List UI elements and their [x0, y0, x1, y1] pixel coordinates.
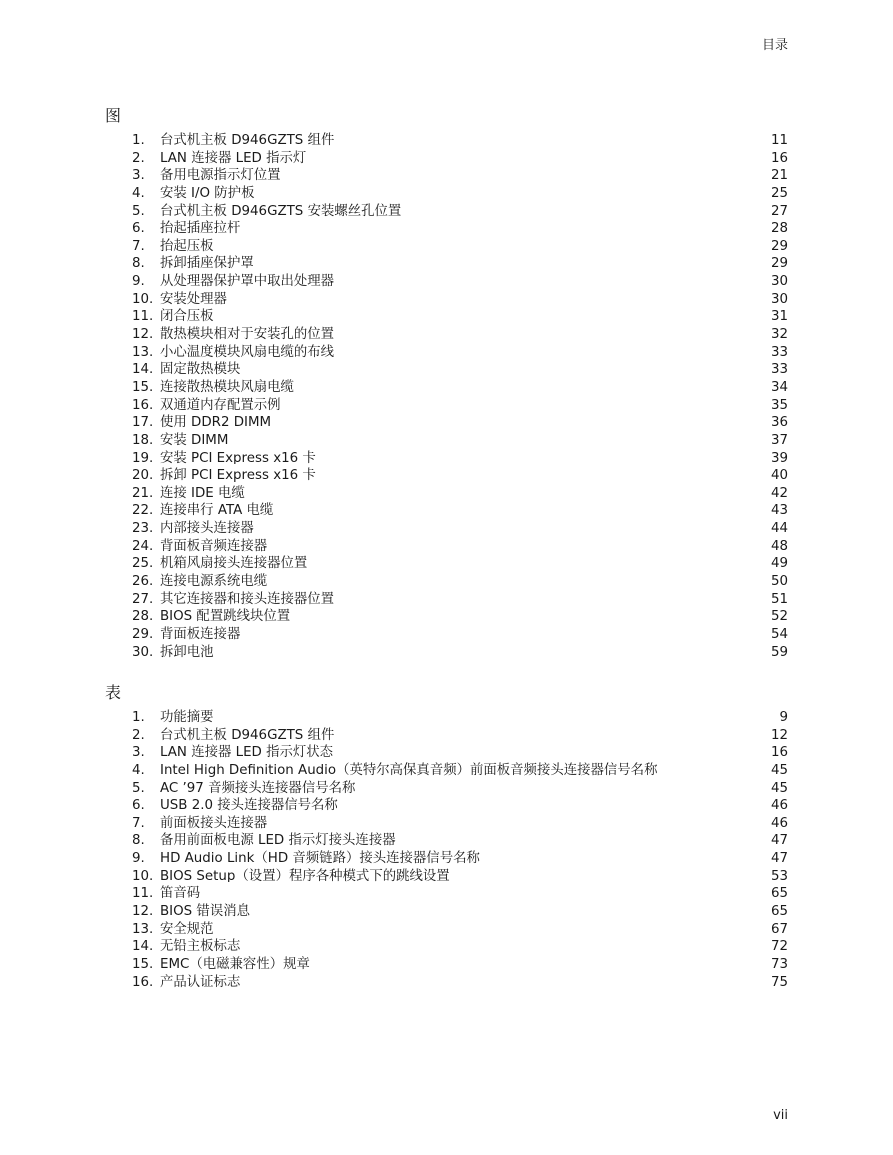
- entry-page-number: 33: [770, 362, 788, 376]
- entry-number: 3.: [132, 168, 145, 182]
- entry-title: 台式机主板 D946GZTS 组件: [160, 727, 335, 742]
- entry-number: 6.: [132, 798, 145, 812]
- entry-title: 备用电源指示灯位置: [160, 168, 281, 182]
- entry-title: 背面板连接器: [160, 626, 241, 641]
- entry-title: 背面板音频连接器: [160, 538, 268, 553]
- entry-number: 13.: [132, 921, 154, 936]
- entry-title: 安装处理器: [160, 291, 227, 306]
- entry-page-number: 65: [770, 886, 788, 901]
- entry-title: 连接散热模块风扇电缆: [160, 379, 294, 394]
- figure-entry[interactable]: [132, 376, 788, 394]
- tables-list: [132, 706, 788, 988]
- figure-entry[interactable]: [132, 447, 788, 465]
- entry-page-number: 47: [770, 851, 788, 865]
- entry-number: 14.: [132, 939, 154, 953]
- entry-title: Intel High Definition Audio（英特尔高保真音频）前面板音频接头连接器信号名称: [160, 762, 658, 777]
- entry-title: 从处理器保护罩中取出处理器: [160, 274, 335, 288]
- entry-number: 5.: [132, 203, 145, 218]
- entry-title: 连接串行 ATA 电缆: [160, 503, 274, 518]
- table-entry[interactable]: [132, 935, 788, 953]
- entry-page-number: 21: [770, 168, 788, 182]
- entry-title: 台式机主板 D946GZTS 安装螺丝孔位置: [160, 203, 402, 218]
- entry-number: 16.: [132, 397, 154, 412]
- figure-entry[interactable]: [132, 588, 788, 606]
- entry-number: 9.: [132, 851, 145, 865]
- entry-page-number: 34: [770, 379, 788, 394]
- entry-page-number: 50: [770, 574, 788, 588]
- entry-page-number: 25: [770, 185, 788, 200]
- entry-number: 3.: [132, 745, 145, 759]
- entry-number: 22.: [132, 503, 154, 518]
- entry-page-number: 16: [770, 150, 788, 165]
- figure-entry[interactable]: [132, 270, 788, 288]
- entry-number: 28.: [132, 609, 154, 623]
- figure-entry[interactable]: [132, 164, 788, 182]
- entry-page-number: 46: [770, 815, 788, 830]
- page-number: vii: [773, 1108, 788, 1123]
- entry-number: 26.: [132, 574, 154, 588]
- entry-page-number: 29: [770, 256, 788, 271]
- entry-number: 2.: [132, 150, 145, 165]
- entry-number: 7.: [132, 815, 145, 830]
- entry-page-number: 37: [770, 432, 788, 447]
- entry-number: 29.: [132, 626, 154, 641]
- entry-number: 11.: [132, 886, 154, 901]
- figure-entry[interactable]: [132, 341, 788, 359]
- entry-title: 使用 DDR2 DIMM: [160, 415, 272, 429]
- figure-entry[interactable]: [132, 147, 788, 165]
- figure-entry[interactable]: [132, 305, 788, 323]
- entry-number: 23.: [132, 521, 154, 535]
- entry-number: 7.: [132, 238, 145, 253]
- figure-entry[interactable]: [132, 623, 788, 641]
- table-entry[interactable]: [132, 812, 788, 830]
- entry-number: 10.: [132, 291, 154, 306]
- entry-title: BIOS 错误消息: [160, 904, 250, 918]
- entry-number: 20.: [132, 468, 154, 482]
- entry-page-number: 36: [770, 415, 788, 429]
- figure-entry[interactable]: [132, 323, 788, 341]
- entry-title: 内部接头连接器: [160, 521, 254, 535]
- table-entry[interactable]: [132, 777, 788, 795]
- entry-number: 4.: [132, 185, 145, 200]
- entry-page-number: 27: [770, 203, 788, 218]
- entry-page-number: 75: [770, 974, 788, 989]
- figure-entry[interactable]: [132, 182, 788, 200]
- entry-page-number: 33: [770, 344, 788, 359]
- entry-page-number: 35: [770, 397, 788, 412]
- figure-entry[interactable]: [132, 288, 788, 306]
- entry-page-number: 51: [770, 591, 788, 606]
- entry-page-number: 47: [770, 833, 788, 848]
- entry-page-number: 42: [770, 485, 788, 500]
- table-entry[interactable]: [132, 724, 788, 742]
- entry-title: 安全规范: [160, 921, 214, 936]
- entry-page-number: 40: [770, 468, 788, 482]
- entry-title: 散热模块相对于安装孔的位置: [160, 327, 335, 341]
- entry-title: 安装 PCI Express x16 卡: [160, 450, 316, 465]
- entry-title: LAN 连接器 LED 指示灯状态: [160, 745, 334, 759]
- entry-number: 1.: [132, 133, 145, 147]
- entry-page-number: 45: [770, 762, 788, 777]
- figure-entry[interactable]: [132, 482, 788, 500]
- entry-page-number: 29: [770, 238, 788, 253]
- table-entry[interactable]: [132, 794, 788, 812]
- entry-title: 产品认证标志: [160, 974, 241, 989]
- entry-number: 15.: [132, 956, 154, 971]
- entry-title: 闭合压板: [160, 309, 214, 324]
- running-header: 目录: [761, 38, 788, 53]
- table-entry[interactable]: [132, 900, 788, 918]
- entry-number: 11.: [132, 309, 154, 324]
- entry-title: 拆卸 PCI Express x16 卡: [160, 468, 316, 482]
- figure-entry[interactable]: [132, 411, 788, 429]
- entry-page-number: 16: [770, 745, 788, 759]
- figure-entry[interactable]: [132, 535, 788, 553]
- entry-page-number: 39: [770, 450, 788, 465]
- entry-number: 8.: [132, 833, 145, 848]
- entry-page-number: 30: [770, 291, 788, 306]
- entry-number: 14.: [132, 362, 154, 376]
- entry-title: 前面板接头连接器: [160, 815, 268, 830]
- entry-page-number: 59: [770, 644, 788, 659]
- entry-page-number: 12: [770, 727, 788, 742]
- entry-title: 安装 I/O 防护板: [160, 185, 255, 200]
- entry-title: 功能摘要: [160, 710, 214, 724]
- entry-title: LAN 连接器 LED 指示灯: [160, 150, 307, 165]
- entry-page-number: 11: [770, 133, 788, 147]
- figure-entry[interactable]: [132, 429, 788, 447]
- figure-entry[interactable]: [132, 358, 788, 376]
- entry-page-number: 72: [770, 939, 788, 953]
- entry-title: 双通道内存配置示例: [160, 397, 281, 412]
- entry-number: 15.: [132, 379, 154, 394]
- entry-title: 抬起压板: [160, 238, 214, 253]
- entry-page-number: 67: [770, 921, 788, 936]
- entry-title: 安装 DIMM: [160, 432, 229, 447]
- entry-number: 6.: [132, 221, 145, 235]
- entry-number: 12.: [132, 327, 154, 341]
- figure-entry[interactable]: [132, 552, 788, 570]
- entry-number: 4.: [132, 762, 145, 777]
- figure-entry[interactable]: [132, 394, 788, 412]
- table-entry[interactable]: [132, 918, 788, 936]
- entry-title: 机箱风扇接头连接器位置: [160, 556, 308, 571]
- entry-number: 30.: [132, 644, 154, 659]
- entry-title: 无铅主板标志: [160, 939, 241, 953]
- entry-page-number: 46: [770, 798, 788, 812]
- entry-page-number: 44: [770, 521, 788, 535]
- entry-number: 5.: [132, 780, 145, 795]
- entry-title: USB 2.0 接头连接器信号名称: [160, 798, 338, 812]
- table-entry[interactable]: [132, 847, 788, 865]
- entry-page-number: 54: [770, 626, 788, 641]
- figure-entry[interactable]: [132, 641, 788, 659]
- entry-number: 25.: [132, 556, 154, 571]
- entry-number: 2.: [132, 727, 145, 742]
- entry-title: AC ’97 音频接头连接器信号名称: [160, 780, 356, 795]
- entry-number: 13.: [132, 344, 154, 359]
- entry-page-number: 48: [770, 538, 788, 553]
- entry-page-number: 28: [770, 221, 788, 235]
- figure-entry[interactable]: [132, 217, 788, 235]
- entry-title: BIOS Setup（设置）程序各种模式下的跳线设置: [160, 868, 450, 883]
- entry-title: 抬起插座拉杆: [160, 221, 241, 235]
- table-entry[interactable]: [132, 759, 788, 777]
- figure-entry[interactable]: [132, 235, 788, 253]
- entry-title: HD Audio Link（HD 音频链路）接头连接器信号名称: [160, 851, 480, 865]
- entry-page-number: 9: [779, 710, 788, 724]
- entry-number: 12.: [132, 904, 154, 918]
- entry-page-number: 30: [770, 274, 788, 288]
- entry-title: 拆卸插座保护罩: [160, 256, 254, 271]
- entry-title: 连接 IDE 电缆: [160, 485, 245, 500]
- figure-entry[interactable]: [132, 200, 788, 218]
- entry-page-number: 49: [770, 556, 788, 571]
- entry-page-number: 53: [770, 868, 788, 883]
- table-entry[interactable]: [132, 829, 788, 847]
- entry-title: 笛音码: [160, 886, 201, 901]
- entry-page-number: 45: [770, 780, 788, 795]
- figure-entry[interactable]: [132, 129, 788, 147]
- entry-title: 小心温度模块风扇电缆的布线: [160, 344, 335, 359]
- entry-title: 固定散热模块: [160, 362, 241, 376]
- table-entry[interactable]: [132, 882, 788, 900]
- figure-entry[interactable]: [132, 464, 788, 482]
- entry-title: 拆卸电池: [160, 644, 214, 659]
- entry-number: 18.: [132, 432, 154, 447]
- entry-page-number: 73: [770, 956, 788, 971]
- figure-entry[interactable]: [132, 252, 788, 270]
- figures-heading: 图: [105, 106, 122, 125]
- figure-entry[interactable]: [132, 605, 788, 623]
- figure-entry[interactable]: [132, 499, 788, 517]
- entry-number: 16.: [132, 974, 154, 989]
- figure-entry[interactable]: [132, 517, 788, 535]
- entry-page-number: 43: [770, 503, 788, 518]
- table-entry[interactable]: [132, 953, 788, 971]
- entry-number: 24.: [132, 538, 154, 553]
- entry-page-number: 32: [770, 327, 788, 341]
- entry-number: 27.: [132, 591, 154, 606]
- entry-title: 连接电源系统电缆: [160, 574, 268, 588]
- entry-number: 8.: [132, 256, 145, 271]
- figure-entry[interactable]: [132, 570, 788, 588]
- table-entry[interactable]: [132, 865, 788, 883]
- entry-number: 9.: [132, 274, 145, 288]
- entry-number: 10.: [132, 868, 154, 883]
- entry-number: 1.: [132, 710, 145, 724]
- table-entry[interactable]: [132, 971, 788, 989]
- entry-page-number: 31: [770, 309, 788, 324]
- entry-number: 17.: [132, 415, 154, 429]
- entry-title: 台式机主板 D946GZTS 组件: [160, 133, 335, 147]
- tables-heading: 表: [105, 683, 122, 702]
- figures-list: [132, 129, 788, 658]
- entry-number: 21.: [132, 485, 154, 500]
- entry-title: 备用前面板电源 LED 指示灯接头连接器: [160, 833, 396, 848]
- entry-number: 19.: [132, 450, 154, 465]
- entry-page-number: 65: [770, 904, 788, 918]
- entry-title: BIOS 配置跳线块位置: [160, 609, 291, 623]
- entry-page-number: 52: [770, 609, 788, 623]
- table-entry[interactable]: [132, 706, 788, 724]
- entry-title: EMC（电磁兼容性）规章: [160, 956, 310, 971]
- entry-title: 其它连接器和接头连接器位置: [160, 591, 335, 606]
- table-entry[interactable]: [132, 741, 788, 759]
